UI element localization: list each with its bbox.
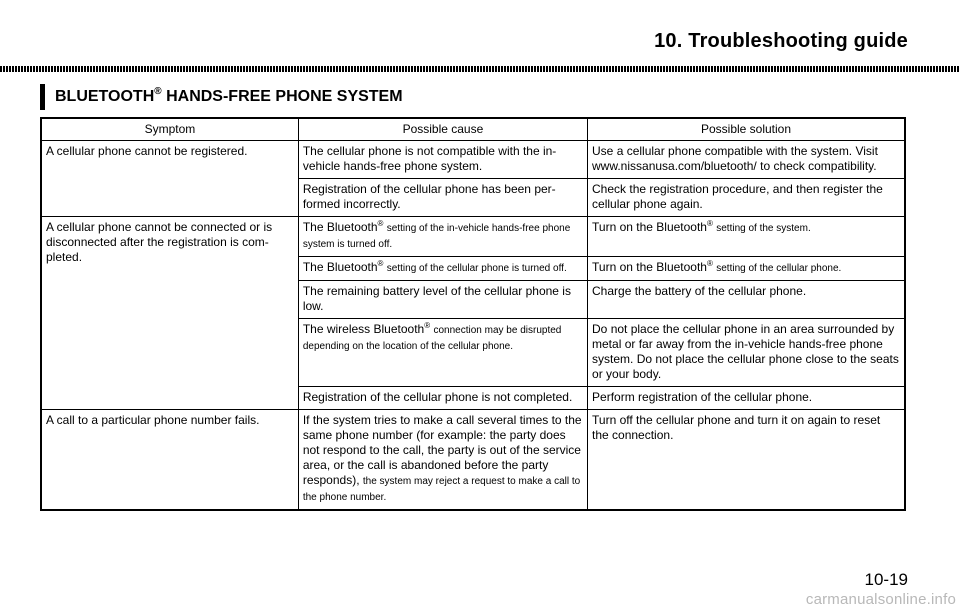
solution-text-small: setting of the system.	[716, 223, 811, 234]
header-cause: Possible cause	[298, 118, 587, 141]
cause-cell: Registration of the cellular phone has been per-formed incorrectly.	[298, 179, 587, 217]
registered-mark: ®	[154, 86, 162, 97]
solution-text-small: setting of the cellular phone.	[716, 263, 842, 274]
cause-text: If the system tries to make a call several times to the same phone number (for example: the party does not respond to the call, the party is out of the service area, or the call is abandoned before the party responds),	[302, 413, 582, 487]
cause-text-small: connection may be disrupted depending on the location of the cellular phone.	[302, 325, 562, 352]
solution-text: Turn on the Bluetooth	[592, 260, 707, 274]
troubleshooting-table	[40, 117, 906, 511]
cause-cell	[298, 217, 587, 257]
symptom-cell: A call to a particular phone number fails.	[41, 410, 298, 511]
symptom-cell: A cellular phone cannot be connected or is disconnected after the registration is com-pleted.	[41, 217, 298, 410]
registered-mark: ®	[706, 219, 713, 228]
chapter-title: 10. Troubleshooting guide	[654, 30, 908, 52]
solution-cell	[588, 257, 905, 281]
cause-cell: The remaining battery level of the cellular phone is low.	[298, 281, 587, 319]
cause-text: The wireless Bluetooth	[302, 322, 425, 336]
cause-text-small: setting of the cellular phone is turned off.	[386, 263, 567, 274]
symptom-cell	[41, 179, 298, 217]
cause-cell	[298, 319, 587, 387]
table-row	[41, 179, 905, 217]
section-title-pre: BLUETOOTH	[55, 88, 155, 105]
solution-cell: Check the registration procedure, and then register the cellular phone again.	[588, 179, 905, 217]
cause-text: The Bluetooth	[302, 260, 378, 274]
solution-cell: Perform registration of the cellular phone.	[588, 387, 905, 410]
header-solution: Possible solution	[588, 118, 905, 141]
solution-cell	[588, 217, 905, 257]
cause-cell: The cellular phone is not compatible with the in-vehicle hands-free phone system.	[298, 141, 587, 179]
cause-cell	[298, 410, 587, 511]
cause-cell: Registration of the cellular phone is not completed.	[298, 387, 587, 410]
registered-mark: ®	[706, 259, 713, 268]
cause-text-small: the system may reject a request to make a call to the phone number.	[302, 476, 581, 503]
solution-cell: Charge the battery of the cellular phone.	[588, 281, 905, 319]
solution-cell: Use a cellular phone compatible with the system. Visit www.nissanusa.com/bluetooth/ to check compatibility.	[588, 141, 905, 179]
registered-mark: ®	[377, 219, 384, 228]
section-bar	[40, 84, 45, 110]
cause-text-small: setting of the in-vehicle hands-free phone system is turned off.	[302, 223, 571, 250]
header-symptom: Symptom	[41, 118, 298, 141]
table-header-row	[41, 118, 905, 141]
symptom-cell: A cellular phone cannot be registered.	[41, 141, 298, 179]
header-rule	[0, 66, 960, 72]
cause-text: The Bluetooth	[302, 220, 378, 234]
section-title-post: HANDS-FREE PHONE SYSTEM	[161, 88, 403, 105]
solution-cell: Turn off the cellular phone and turn it on again to reset the connection.	[588, 410, 905, 511]
registered-mark: ®	[377, 259, 384, 268]
registered-mark: ®	[424, 321, 431, 330]
table-row	[41, 410, 905, 511]
solution-cell: Do not place the cellular phone in an area surrounded by metal or far away from the in-vehicle hands-free phone system. Do not place the cellular phone close to the seats or your body.	[588, 319, 905, 387]
solution-text: Turn on the Bluetooth	[592, 220, 707, 234]
cause-cell	[298, 257, 587, 281]
section-heading	[40, 84, 403, 110]
watermark: carmanualsonline.info	[805, 591, 956, 608]
table-row	[41, 217, 905, 257]
section-title	[55, 88, 403, 106]
table-row	[41, 141, 905, 179]
page-number: 10-19	[864, 570, 908, 589]
